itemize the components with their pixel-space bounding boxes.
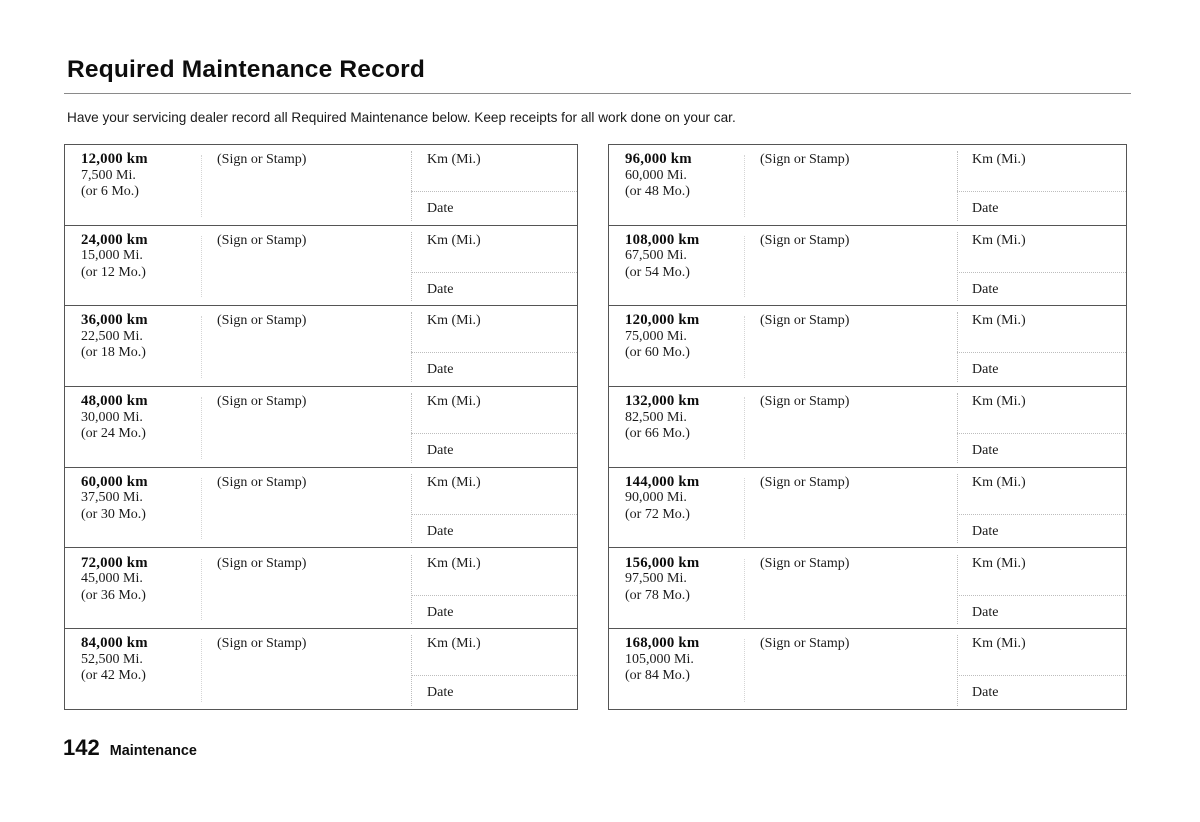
field-divider bbox=[411, 595, 577, 596]
column-divider bbox=[201, 155, 202, 217]
column-divider bbox=[957, 393, 958, 463]
date-field[interactable]: Date bbox=[427, 281, 454, 297]
sign-or-stamp-field[interactable]: (Sign or Stamp) bbox=[217, 152, 307, 167]
column-divider bbox=[411, 635, 412, 706]
mileage-cell bbox=[81, 393, 148, 443]
mi-interval: 67,500 Mi. bbox=[625, 248, 687, 264]
mi-interval: 37,500 Mi. bbox=[81, 490, 143, 506]
km-interval: 48,000 km bbox=[81, 393, 148, 410]
column-divider bbox=[411, 232, 412, 302]
field-divider bbox=[411, 352, 577, 353]
column-divider bbox=[957, 151, 958, 221]
sign-or-stamp-field[interactable]: (Sign or Stamp) bbox=[760, 313, 850, 329]
date-field[interactable]: Date bbox=[427, 523, 454, 539]
km-interval: 72,000 km bbox=[81, 554, 148, 571]
column-divider bbox=[744, 155, 745, 217]
km-mi-field[interactable]: Km (Mi.) bbox=[427, 555, 481, 571]
mi-interval: 52,500 Mi. bbox=[81, 651, 143, 667]
date-field[interactable]: Date bbox=[972, 604, 999, 620]
mileage-cell bbox=[625, 474, 699, 524]
record-row bbox=[65, 629, 577, 710]
sign-or-stamp-field[interactable]: (Sign or Stamp) bbox=[217, 313, 307, 329]
record-row bbox=[609, 468, 1126, 549]
date-field[interactable]: Date bbox=[427, 201, 454, 216]
column-divider bbox=[201, 639, 202, 702]
record-row bbox=[65, 145, 577, 226]
km-mi-field[interactable]: Km (Mi.) bbox=[972, 313, 1026, 329]
mileage-cell bbox=[81, 232, 148, 282]
month-interval: (or 66 Mo.) bbox=[625, 426, 690, 442]
mileage-cell bbox=[625, 232, 699, 282]
column-divider bbox=[744, 478, 745, 540]
month-interval: (or 60 Mo.) bbox=[625, 345, 690, 361]
mileage-cell bbox=[625, 151, 692, 201]
month-interval: (or 12 Mo.) bbox=[81, 264, 146, 280]
column-divider bbox=[411, 393, 412, 463]
field-divider bbox=[411, 675, 577, 676]
field-divider bbox=[957, 675, 1126, 676]
title-divider bbox=[64, 93, 1131, 94]
mileage-cell bbox=[81, 312, 148, 362]
record-row bbox=[65, 306, 577, 387]
sign-or-stamp-field[interactable]: (Sign or Stamp) bbox=[217, 474, 307, 490]
record-row bbox=[609, 387, 1126, 468]
field-divider bbox=[411, 514, 577, 515]
column-divider bbox=[744, 236, 745, 298]
mi-interval: 7,500 Mi. bbox=[81, 167, 136, 183]
page-title: Required Maintenance Record bbox=[67, 56, 426, 83]
mileage-cell bbox=[625, 393, 699, 443]
column-divider bbox=[957, 312, 958, 382]
page-footer bbox=[63, 735, 197, 761]
column-divider bbox=[744, 316, 745, 378]
column-divider bbox=[744, 639, 745, 702]
sign-or-stamp-field[interactable]: (Sign or Stamp) bbox=[760, 636, 850, 652]
intro-text: Have your servicing dealer record all Required Maintenance below. Keep receipts for all work done on your car. bbox=[67, 110, 736, 125]
mi-interval: 15,000 Mi. bbox=[81, 248, 143, 264]
mi-interval: 105,000 Mi. bbox=[625, 651, 694, 667]
record-row bbox=[65, 226, 577, 307]
maintenance-table-right bbox=[608, 144, 1127, 710]
km-interval: 108,000 km bbox=[625, 231, 700, 248]
column-divider bbox=[201, 236, 202, 298]
mi-interval: 22,500 Mi. bbox=[81, 328, 143, 344]
record-row bbox=[609, 629, 1126, 710]
sign-or-stamp-field[interactable]: (Sign or Stamp) bbox=[760, 394, 850, 410]
km-interval: 120,000 km bbox=[625, 312, 700, 329]
km-interval: 96,000 km bbox=[625, 151, 692, 167]
column-divider bbox=[957, 474, 958, 544]
column-divider bbox=[201, 559, 202, 621]
km-mi-field[interactable]: Km (Mi.) bbox=[427, 636, 481, 652]
month-interval: (or 42 Mo.) bbox=[81, 668, 146, 684]
mileage-cell bbox=[81, 474, 148, 524]
section-name: Maintenance bbox=[109, 743, 197, 759]
km-mi-field[interactable]: Km (Mi.) bbox=[972, 152, 1026, 167]
month-interval: (or 54 Mo.) bbox=[625, 264, 690, 280]
month-interval: (or 24 Mo.) bbox=[81, 426, 146, 442]
mileage-cell bbox=[81, 555, 148, 605]
date-field[interactable]: Date bbox=[972, 201, 999, 216]
column-divider bbox=[411, 151, 412, 221]
month-interval: (or 72 Mo.) bbox=[625, 506, 690, 522]
record-row bbox=[609, 306, 1126, 387]
page-number: 142 bbox=[63, 735, 100, 760]
column-divider bbox=[201, 478, 202, 540]
km-interval: 144,000 km bbox=[625, 473, 700, 490]
mileage-cell bbox=[81, 635, 148, 685]
km-mi-field[interactable]: Km (Mi.) bbox=[427, 152, 481, 167]
date-field[interactable]: Date bbox=[427, 685, 454, 701]
maintenance-table-left bbox=[64, 144, 578, 710]
km-mi-field[interactable]: Km (Mi.) bbox=[972, 474, 1026, 490]
field-divider bbox=[957, 595, 1126, 596]
field-divider bbox=[957, 433, 1126, 434]
mi-interval: 60,000 Mi. bbox=[625, 167, 687, 183]
km-interval: 156,000 km bbox=[625, 554, 700, 571]
field-divider bbox=[957, 352, 1126, 353]
field-divider bbox=[411, 272, 577, 273]
km-interval: 36,000 km bbox=[81, 312, 148, 329]
field-divider bbox=[957, 272, 1126, 273]
km-mi-field[interactable]: Km (Mi.) bbox=[972, 394, 1026, 410]
sign-or-stamp-field[interactable]: (Sign or Stamp) bbox=[217, 232, 307, 248]
field-divider bbox=[411, 433, 577, 434]
record-row bbox=[609, 145, 1126, 226]
column-divider bbox=[957, 635, 958, 706]
sign-or-stamp-field[interactable]: (Sign or Stamp) bbox=[760, 152, 850, 167]
column-divider bbox=[744, 559, 745, 621]
sign-or-stamp-field[interactable]: (Sign or Stamp) bbox=[217, 636, 307, 652]
km-mi-field[interactable]: Km (Mi.) bbox=[427, 394, 481, 410]
km-mi-field[interactable]: Km (Mi.) bbox=[972, 232, 1026, 248]
km-mi-field[interactable]: Km (Mi.) bbox=[427, 474, 481, 490]
record-row bbox=[609, 226, 1126, 307]
field-divider bbox=[411, 191, 577, 192]
sign-or-stamp-field[interactable]: (Sign or Stamp) bbox=[760, 474, 850, 490]
date-field[interactable]: Date bbox=[427, 604, 454, 620]
mileage-cell bbox=[625, 555, 699, 605]
record-row bbox=[65, 549, 577, 630]
date-field[interactable]: Date bbox=[972, 443, 999, 459]
km-interval: 12,000 km bbox=[81, 151, 148, 167]
date-field[interactable]: Date bbox=[972, 281, 999, 297]
km-mi-field[interactable]: Km (Mi.) bbox=[972, 555, 1026, 571]
column-divider bbox=[411, 312, 412, 382]
record-row bbox=[65, 387, 577, 468]
mi-interval: 90,000 Mi. bbox=[625, 490, 687, 506]
month-interval: (or 36 Mo.) bbox=[81, 587, 146, 603]
sign-or-stamp-field[interactable]: (Sign or Stamp) bbox=[217, 394, 307, 410]
km-interval: 60,000 km bbox=[81, 473, 148, 490]
field-divider bbox=[957, 191, 1126, 192]
mileage-cell bbox=[81, 151, 148, 201]
column-divider bbox=[957, 232, 958, 302]
record-row bbox=[609, 549, 1126, 630]
mi-interval: 30,000 Mi. bbox=[81, 409, 143, 425]
date-field[interactable]: Date bbox=[427, 362, 454, 378]
mileage-cell bbox=[625, 635, 699, 685]
km-mi-field[interactable]: Km (Mi.) bbox=[972, 636, 1026, 652]
month-interval: (or 78 Mo.) bbox=[625, 587, 690, 603]
date-field[interactable]: Date bbox=[972, 523, 999, 539]
km-mi-field[interactable]: Km (Mi.) bbox=[427, 313, 481, 329]
column-divider bbox=[201, 397, 202, 459]
column-divider bbox=[411, 555, 412, 625]
km-interval: 84,000 km bbox=[81, 635, 148, 652]
date-field[interactable]: Date bbox=[972, 362, 999, 378]
month-interval: (or 18 Mo.) bbox=[81, 345, 146, 361]
km-interval: 168,000 km bbox=[625, 635, 700, 652]
km-interval: 132,000 km bbox=[625, 393, 700, 410]
sign-or-stamp-field[interactable]: (Sign or Stamp) bbox=[760, 232, 850, 248]
sign-or-stamp-field[interactable]: (Sign or Stamp) bbox=[217, 555, 307, 571]
month-interval: (or 48 Mo.) bbox=[625, 184, 690, 199]
mi-interval: 97,500 Mi. bbox=[625, 571, 687, 586]
month-interval: (or 6 Mo.) bbox=[81, 184, 139, 199]
date-field[interactable]: Date bbox=[972, 685, 999, 701]
column-divider bbox=[957, 555, 958, 625]
column-divider bbox=[201, 316, 202, 378]
mi-interval: 75,000 Mi. bbox=[625, 328, 687, 344]
km-mi-field[interactable]: Km (Mi.) bbox=[427, 232, 481, 248]
mi-interval: 45,000 Mi. bbox=[81, 571, 143, 586]
column-divider bbox=[744, 397, 745, 459]
date-field[interactable]: Date bbox=[427, 443, 454, 459]
field-divider bbox=[957, 514, 1126, 515]
month-interval: (or 30 Mo.) bbox=[81, 506, 146, 522]
mileage-cell bbox=[625, 312, 699, 362]
mi-interval: 82,500 Mi. bbox=[625, 409, 687, 425]
sign-or-stamp-field[interactable]: (Sign or Stamp) bbox=[760, 555, 850, 571]
record-row bbox=[65, 468, 577, 549]
km-interval: 24,000 km bbox=[81, 231, 148, 248]
column-divider bbox=[411, 474, 412, 544]
month-interval: (or 84 Mo.) bbox=[625, 668, 690, 684]
